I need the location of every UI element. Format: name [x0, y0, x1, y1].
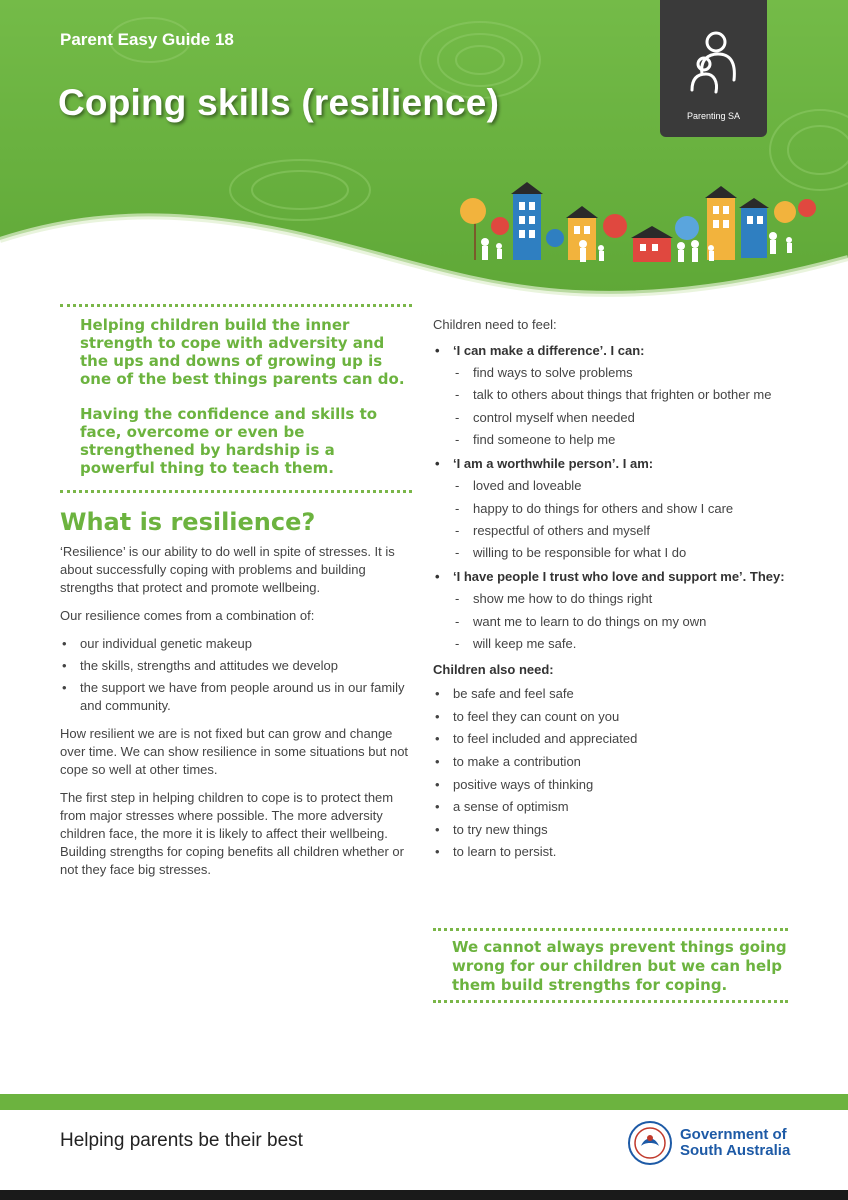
- resilience-paragraph-2: Our resilience comes from a combination of:: [60, 608, 315, 623]
- list-item: - talk to others about things that frighten or bother me: [453, 386, 793, 404]
- header-banner: [0, 0, 848, 300]
- also-need-list: [433, 685, 793, 861]
- parent-child-icon: [686, 30, 742, 102]
- left-column: [60, 543, 410, 889]
- list-item: • to make a contribution: [433, 753, 793, 771]
- list-item: • the support we have from people around us in our family and community.: [60, 679, 410, 715]
- list-item: - happy to do things for others and show I care: [453, 500, 793, 518]
- needs-group-1-heading: • ‘I can make a difference’. I can:: [433, 342, 793, 360]
- list-item: • be safe and feel safe: [433, 685, 793, 703]
- page-bottom-edge: [0, 1190, 848, 1200]
- quote-bottom-divider: [433, 1000, 788, 1003]
- list-item: - respectful of others and myself: [453, 522, 793, 540]
- needs-group-2-heading: • ‘I am a worthwhile person’. I am:: [433, 455, 793, 473]
- list-item: • to learn to persist.: [433, 843, 793, 861]
- list-item: - find someone to help me: [453, 431, 793, 449]
- list-item: - will keep me safe.: [453, 635, 793, 653]
- resilience-paragraph-3: How resilient we are is not fixed but can grow and change over time. We can show resilience in some situations but not cope so well at other times.: [60, 726, 409, 777]
- guide-number: Parent Easy Guide 18: [60, 30, 234, 49]
- page-title: Coping skills (resilience): [58, 82, 500, 123]
- list-item: - willing to be responsible for what I do: [453, 544, 793, 562]
- also-need-heading: Children also need:: [433, 662, 554, 678]
- sa-government-crest-icon: [627, 1118, 673, 1168]
- gov-line-2: South Australia: [680, 1142, 791, 1159]
- intro-callout: [80, 316, 410, 494]
- intro-paragraph-2: Having the confidence and skills to face, overcome or even be strengthened by hardship is a powerful thing to teach them.: [80, 405, 378, 477]
- list-item: • positive ways of thinking: [433, 776, 793, 794]
- needs-group-3-list: [433, 590, 793, 653]
- list-item: • to try new things: [433, 821, 793, 839]
- list-item: • our individual genetic makeup: [60, 635, 410, 653]
- intro-paragraph-1: Helping children build the inner strength to cope with adversity and the ups and downs of growing up is one of the best things parents can do.: [80, 316, 405, 388]
- list-item: • the skills, strengths and attitudes we develop: [60, 657, 410, 675]
- quote-top-divider: [433, 928, 788, 931]
- footer-tagline: Helping parents be their best: [60, 1130, 303, 1151]
- needs-intro: Children need to feel:: [433, 317, 557, 332]
- needs-group-1-list: [433, 364, 793, 449]
- section-heading: What is resilience?: [60, 508, 316, 536]
- resilience-sources-list: [60, 635, 410, 715]
- needs-group-3-heading: • ‘I have people I trust who love and support me’. They:: [433, 568, 793, 586]
- logo-label: Parenting SA: [686, 111, 741, 121]
- needs-group-2-list: [433, 477, 793, 562]
- government-wordmark: [680, 1127, 790, 1159]
- list-item: - show me how to do things right: [453, 590, 793, 608]
- gov-line-1: Government of: [680, 1126, 787, 1143]
- right-column: [433, 316, 793, 866]
- closing-quote: We cannot always prevent things going wrong for our children but we can help them build strengths for coping.: [452, 938, 787, 994]
- footer-bar: [0, 1094, 848, 1110]
- list-item: - want me to learn to do things on my own: [453, 613, 793, 631]
- town-illustration: [455, 180, 825, 280]
- resilience-paragraph-1: ‘Resilience’ is our ability to do well in spite of stresses. It is about successfully coping with problems and building strengths that protect and promote wellbeing.: [60, 544, 395, 595]
- intro-top-divider: [60, 304, 412, 307]
- list-item: • to feel they can count on you: [433, 708, 793, 726]
- parenting-sa-logo: [660, 0, 767, 137]
- list-item: • to feel included and appreciated: [433, 730, 793, 748]
- list-item: - loved and loveable: [453, 477, 793, 495]
- list-item: - control myself when needed: [453, 409, 793, 427]
- intro-bottom-divider: [60, 490, 412, 493]
- list-item: • a sense of optimism: [433, 798, 793, 816]
- resilience-paragraph-4: The first step in helping children to cope is to protect them from major stresses where possible. The more adversity children face, the more it is likely to affect their wellbeing. Building strengths for coping benefits all children whether or not they face big stresses.: [60, 790, 404, 877]
- list-item: - find ways to solve problems: [453, 364, 793, 382]
